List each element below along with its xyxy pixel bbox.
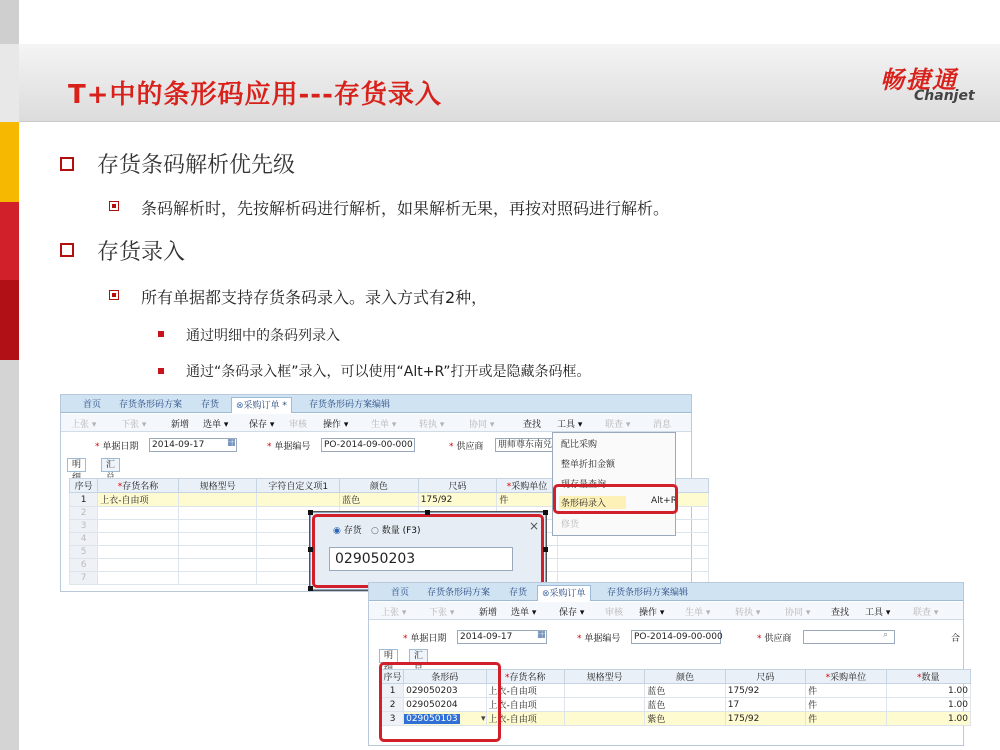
date-label: * 单据日期 — [403, 634, 447, 644]
col-header[interactable]: 颜色 — [340, 479, 419, 493]
highlight-box-menu — [553, 484, 678, 514]
order-no-field[interactable]: PO-2014-09-00-000 — [321, 438, 415, 452]
menu-item-disabled[interactable]: 修货 — [561, 520, 580, 530]
cell[interactable]: 上衣-自由项 — [486, 698, 564, 712]
supplier-field[interactable]: 朋师尊东南兑 — [495, 438, 555, 452]
tab-purchase-order-label: 采购订单 * — [243, 401, 287, 411]
operate-button[interactable]: 操作 ▾ — [323, 420, 349, 430]
query-button[interactable]: 联查 ▾ — [913, 608, 939, 618]
col-header[interactable]: 规格型号 — [564, 670, 644, 684]
col-header[interactable]: 序号 — [70, 479, 98, 493]
cell[interactable]: 蓝色 — [645, 684, 725, 698]
cell: 6 — [70, 559, 98, 572]
operate-button[interactable]: 操作 ▾ — [639, 608, 665, 618]
cell[interactable]: 1.00 — [886, 684, 970, 698]
item-2: 通过“条码录入框”录入，可以使用“Alt+R”打开或是隐藏条码框。 — [186, 364, 591, 380]
cell[interactable] — [98, 533, 179, 546]
date-field[interactable]: 2014-09-17 — [149, 438, 237, 452]
cell[interactable]: 件 — [806, 684, 886, 698]
generate-button[interactable]: 生单 ▾ — [685, 608, 711, 618]
cell[interactable] — [557, 559, 708, 572]
menu-item-barcode-entry[interactable]: 条形码录入 — [559, 496, 626, 509]
cell[interactable]: 17 — [725, 698, 805, 712]
tab-barcode-scheme[interactable]: 存货条形码方案 — [119, 400, 183, 410]
tab-bar — [369, 583, 963, 601]
cell[interactable] — [564, 698, 644, 712]
cell[interactable]: 175/92 — [418, 493, 497, 507]
left-bar-gray-bottom — [0, 360, 19, 750]
cell[interactable] — [98, 572, 179, 585]
date-label: * 单据日期 — [95, 442, 139, 452]
tab-barcode-scheme-edit[interactable]: 存货条形码方案编辑 — [309, 400, 391, 410]
radio-inventory[interactable]: ◉ 存货 — [333, 526, 362, 536]
field-label-extra: 合 — [951, 634, 961, 644]
close-icon[interactable]: ⊗ — [236, 401, 244, 411]
menu-item-ratio-purchase[interactable]: 配比采购 — [561, 440, 598, 450]
tab-summary[interactable]: 汇 — [409, 649, 428, 663]
col-header[interactable]: 字符自定义项1 — [257, 479, 340, 493]
tab-inventory[interactable]: 存货 — [509, 588, 528, 598]
cell: 5 — [70, 546, 98, 559]
cell[interactable]: 1.00 — [886, 698, 970, 712]
menu-item-stock-query[interactable]: 现存量查询 — [561, 480, 607, 490]
message-button[interactable]: 消息 — [653, 420, 672, 430]
col-header[interactable]: *采购单位 — [806, 670, 886, 684]
tab-purchase-order[interactable] — [537, 585, 591, 601]
select-button[interactable]: 选单 ▾ — [511, 608, 537, 618]
col-header[interactable]: 条形码 — [404, 670, 486, 684]
tools-button[interactable]: 工具 ▾ — [557, 420, 583, 430]
cell[interactable]: 件 — [806, 712, 886, 726]
prev-button[interactable]: 上张 ▾ — [71, 420, 97, 430]
cell[interactable] — [564, 684, 644, 698]
menu-item-discount[interactable]: 整单折扣金额 — [561, 460, 616, 470]
save-button[interactable]: 保存 ▾ — [249, 420, 275, 430]
bullet-square-icon — [60, 243, 74, 257]
calendar-icon[interactable]: ▦ — [227, 438, 236, 448]
cell[interactable] — [98, 507, 179, 520]
collab-button[interactable]: 协同 ▾ — [469, 420, 495, 430]
audit-button[interactable]: 审核 — [289, 420, 308, 430]
cell[interactable] — [178, 546, 257, 559]
cell[interactable]: 上衣-自由项 — [486, 684, 564, 698]
item-1: 通过明细中的条码列录入 — [186, 328, 340, 344]
cell[interactable] — [178, 559, 257, 572]
cell[interactable] — [557, 546, 708, 559]
cell[interactable] — [257, 493, 340, 507]
close-icon[interactable]: × — [529, 519, 540, 533]
left-bar-light — [0, 44, 19, 122]
bullet-1: 存货条码解析优先级 — [97, 153, 296, 178]
cell: 3 — [70, 520, 98, 533]
brand-logo: 畅捷通 — [880, 66, 958, 94]
toolbar — [369, 602, 963, 620]
slide-title: T+中的条形码应用---存货录入 — [68, 80, 442, 110]
tab-detail[interactable]: 明 — [379, 649, 398, 663]
find-button[interactable]: 查找 — [831, 608, 850, 618]
find-button[interactable]: 查找 — [523, 420, 542, 430]
resize-handle[interactable] — [543, 510, 548, 515]
next-button[interactable]: 下张 ▾ — [429, 608, 455, 618]
resize-handle[interactable] — [308, 547, 313, 552]
highlight-box-barcode-column — [379, 662, 501, 742]
prev-button[interactable]: 上张 ▾ — [381, 608, 407, 618]
cell[interactable]: 件 — [497, 493, 557, 507]
collab-button[interactable]: 协同 ▾ — [785, 608, 811, 618]
form-row — [369, 627, 963, 647]
cell[interactable]: 蓝色 — [645, 698, 725, 712]
query-button[interactable]: 联查 ▾ — [605, 420, 631, 430]
audit-button[interactable]: 审核 — [605, 608, 624, 618]
resize-handle[interactable] — [308, 510, 313, 515]
cell[interactable] — [178, 520, 257, 533]
tab-detail[interactable]: 明 — [67, 458, 86, 472]
left-bar-yellow — [0, 122, 19, 202]
col-header[interactable]: *数量 — [886, 670, 970, 684]
cell[interactable]: 1.00 — [886, 712, 970, 726]
resize-handle[interactable] — [308, 586, 313, 591]
col-header[interactable]: 尺码 — [725, 670, 805, 684]
tab-purchase-order[interactable] — [231, 397, 292, 413]
barcode-cell-input[interactable]: 029050103 — [406, 713, 458, 724]
date-field[interactable]: 2014-09-17 — [457, 630, 547, 644]
new-button[interactable]: 新增 — [171, 420, 190, 430]
cell[interactable]: 蓝色 — [340, 493, 419, 507]
item-bullet-icon — [158, 368, 164, 374]
cell[interactable] — [98, 559, 179, 572]
radio-quantity[interactable]: ○ 数量 (F3) — [371, 526, 421, 536]
tab-home[interactable]: 首页 — [391, 588, 410, 598]
cell: 7 — [70, 572, 98, 585]
col-header[interactable]: 尺码 — [418, 479, 497, 493]
col-header[interactable]: 规格型号 — [178, 479, 257, 493]
calendar-icon[interactable]: ▦ — [537, 630, 546, 640]
next-button[interactable]: 下张 ▾ — [121, 420, 147, 430]
order-no-label: * 单据编号 — [577, 634, 621, 644]
order-no-label: * 单据编号 — [267, 442, 311, 452]
cell[interactable]: 上衣-自由项 — [486, 712, 564, 726]
col-header[interactable]: *存货名称 — [486, 670, 564, 684]
tab-inventory[interactable]: 存货 — [201, 400, 220, 410]
supplier-label: * 供应商 — [757, 634, 792, 644]
cell[interactable] — [178, 572, 257, 585]
barcode-input[interactable]: 029050203 — [329, 547, 513, 571]
cell: 2 — [70, 507, 98, 520]
cell[interactable]: 紫色 — [645, 712, 725, 726]
cell: 1 — [70, 493, 98, 507]
tools-button[interactable]: 工具 ▾ — [865, 608, 891, 618]
cell: 3 — [382, 712, 404, 726]
supplier-label: * 供应商 — [449, 442, 484, 452]
cell: 4 — [70, 533, 98, 546]
cell: 1 — [382, 684, 404, 698]
generate-button[interactable]: 生单 ▾ — [371, 420, 397, 430]
cell[interactable] — [98, 520, 179, 533]
sub-bullet-2: 所有单据都支持存货条码录入。录入方式有2种， — [141, 288, 488, 307]
col-header[interactable]: 颜色 — [645, 670, 725, 684]
transfer-button[interactable]: 转执 ▾ — [735, 608, 761, 618]
cell[interactable]: 175/92 — [725, 684, 805, 698]
bullet-square-icon — [60, 157, 74, 171]
chevron-down-icon[interactable]: ▾ — [480, 713, 486, 724]
cell[interactable]: 029050204 — [404, 698, 486, 712]
select-button[interactable]: 选单 ▾ — [203, 420, 229, 430]
resize-handle[interactable] — [543, 547, 548, 552]
tab-purchase-order-label: 采购订单 — [549, 589, 586, 599]
cell[interactable] — [98, 546, 179, 559]
cell[interactable] — [178, 533, 257, 546]
tab-barcode-scheme[interactable]: 存货条形码方案 — [427, 588, 491, 598]
tab-summary[interactable]: 汇 — [101, 458, 120, 472]
supplier-field[interactable] — [803, 630, 895, 644]
sub-bullet-icon — [109, 290, 119, 300]
bullet-2: 存货录入 — [97, 240, 186, 265]
cell[interactable]: 件 — [806, 698, 886, 712]
resize-handle[interactable] — [425, 510, 430, 515]
highlight-box-dialog — [312, 514, 544, 588]
cell[interactable]: 上衣-自由项 — [98, 493, 179, 507]
cell[interactable]: 029050203 — [404, 684, 486, 698]
search-icon[interactable]: ⌕ — [883, 630, 889, 640]
order-no-field[interactable]: PO-2014-09-00-000 — [631, 630, 721, 644]
col-header[interactable]: 序号 — [382, 670, 404, 684]
transfer-button[interactable]: 转执 ▾ — [419, 420, 445, 430]
toolbar — [61, 414, 691, 432]
new-button[interactable]: 新增 — [479, 608, 498, 618]
cell[interactable] — [564, 712, 644, 726]
cell[interactable]: 175/92 — [725, 712, 805, 726]
save-button[interactable]: 保存 ▾ — [559, 608, 585, 618]
cell: 2 — [382, 698, 404, 712]
item-bullet-icon — [158, 331, 164, 337]
left-bar-red — [0, 202, 19, 280]
left-bar-gray-top — [0, 0, 19, 44]
brand-logo-en: Chanjet — [914, 88, 975, 104]
tab-bar — [61, 395, 691, 413]
tab-home[interactable]: 首页 — [83, 400, 102, 410]
col-header[interactable]: *采购单位 — [497, 479, 557, 493]
cell[interactable] — [178, 507, 257, 520]
menu-item-shortcut: Alt+R — [651, 496, 677, 506]
left-bar-dark-red — [0, 280, 19, 360]
close-icon[interactable]: ⊗ — [542, 589, 550, 599]
cell[interactable] — [178, 493, 257, 507]
sub-bullet-icon — [109, 201, 119, 211]
col-header[interactable]: *存货名称 — [98, 479, 179, 493]
tab-barcode-scheme-edit[interactable]: 存货条形码方案编辑 — [607, 588, 689, 598]
sub-bullet-1: 条码解析时，先按解析码进行解析，如果解析无果，再按对照码进行解析。 — [141, 199, 670, 218]
